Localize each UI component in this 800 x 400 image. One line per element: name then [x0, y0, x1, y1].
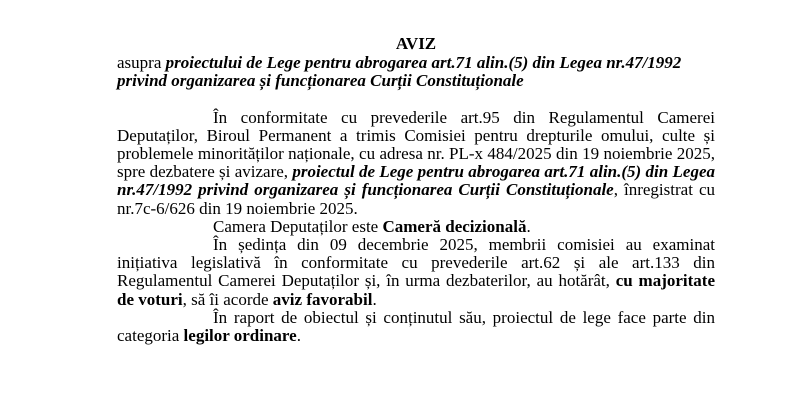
document-title: AVIZ: [395, 34, 437, 53]
paragraph-decisional-chamber: [117, 218, 715, 236]
session-text-2: , să îi acorde: [182, 289, 273, 309]
chamber-text: Camera Deputaților este: [213, 216, 383, 236]
chamber-status: Cameră decizională: [382, 216, 527, 236]
document-subtitle: [117, 54, 715, 90]
referral-text: În conformitate cu prevederile art.95 din Regulamentul Camerei Deputaților, Biroul Permanent a trimis Comisiei pentru drepturile omului, culte și problemele minorităților naționale, cu adresa nr. PL-x 484/2025 din 19 noiembrie 2025, spre dezbatere și avizare,: [117, 107, 715, 182]
vote-result: cu majoritate de voturi: [117, 271, 715, 309]
document-page: [117, 35, 715, 345]
paragraph-category: [117, 309, 715, 345]
law-category: legilor ordinare: [183, 326, 297, 346]
category-end: .: [296, 326, 301, 346]
referral-law-title: proiectul de Lege pentru abrogarea art.71 alin.(5) din Legea nr.47/1992 privind organizarea și funcționarea Curții Constituționale: [117, 162, 715, 200]
spacer: [117, 91, 715, 109]
referral-registration: , înregistrat cu nr.7c-6/626 din 19 noiembrie 2025.: [117, 180, 715, 218]
session-text: În ședința din 09 decembrie 2025, membrii comisiei au examinat inițiativa legislativă în conformitate cu prevederile art.62 și ale art.133 din Regulamentul Camerei Deputaților și, în urma dezbaterilor, au hotărât,: [117, 235, 715, 291]
session-end: .: [372, 289, 377, 309]
paragraph-session: [117, 236, 715, 309]
subtitle-prefix: asupra: [117, 53, 166, 73]
opinion-result: aviz favorabil: [272, 289, 373, 309]
subtitle-law-title: proiectului de Lege pentru abrogarea art.71 alin.(5) din Legea nr.47/1992 privind organizarea și funcționarea Curții Constituționale: [117, 53, 682, 91]
category-text: În raport de obiectul și conținutul său, proiectul de lege face parte din categoria: [117, 307, 715, 346]
chamber-end: .: [526, 216, 531, 236]
paragraph-referral: [117, 109, 715, 218]
